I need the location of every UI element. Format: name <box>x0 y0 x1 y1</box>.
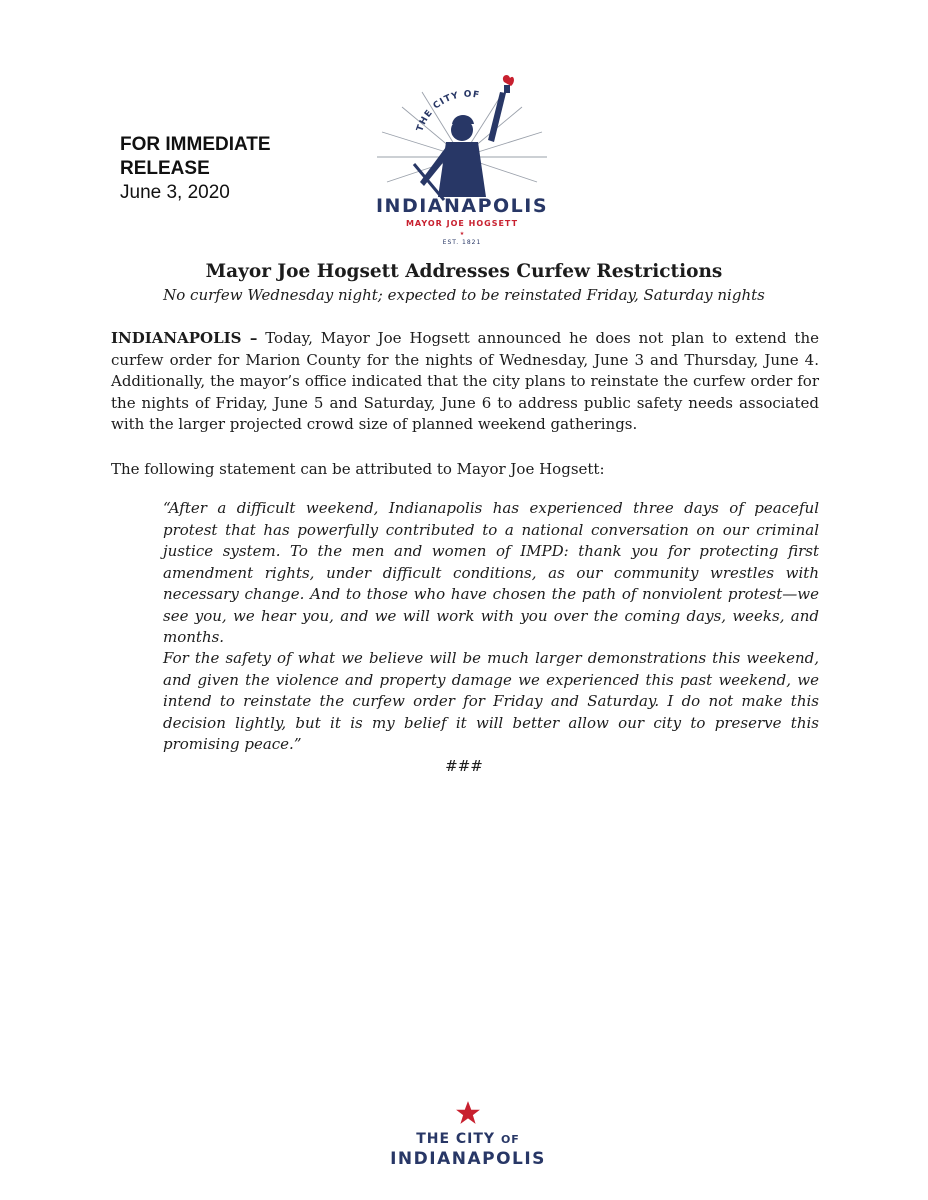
paragraph-1-text: Today, Mayor Joe Hogsett announced he does not plan to extend the curfew order for Marion County for the nights of Wednesday, June 3 and Thursday, June 4. Additionally, the mayor’s office indicated that the city plans to reinstate the curfew order for the nights of Friday, June 5 and Saturday, June 6 to address public safety needs associated with the larger projected crowd size of planned weekend gatherings. <box>111 329 820 433</box>
release-date: June 3, 2020 <box>120 182 230 203</box>
logo-star-icon: ★ <box>459 231 465 237</box>
logo-arc-text: THE CITY OF <box>415 89 481 134</box>
footer-logo <box>382 1100 554 1172</box>
city-logo <box>362 72 562 248</box>
release-block <box>120 133 290 205</box>
quote-paragraph-1: “After a difficult weekend, Indianapolis has experienced three days of peaceful protest that has powerfully contributed to a national conversation on our criminal justice system. To the men and women of IMPD: thank you for protecting first amendment rights, under difficult conditions, as our community wrestles with necessary change. And to those who have chosen the path of nonviolent protest—we see you, we hear you, and we will work with you over the coming days, weeks, and months. <box>163 499 819 646</box>
subheadline: No curfew Wednesday night; expected to be reinstated Friday, Saturday nights <box>163 286 765 304</box>
dateline: INDIANAPOLIS – <box>111 329 258 347</box>
star-icon <box>455 1100 481 1126</box>
logo-name: INDIANAPOLIS <box>375 195 549 217</box>
footer-the-city-text: THE CITY <box>416 1131 496 1147</box>
city-seal-icon <box>362 72 562 248</box>
footer-of-text: OF <box>500 1133 520 1146</box>
end-mark: ### <box>445 757 483 775</box>
logo-est: EST. 1821 <box>442 239 482 246</box>
footer-the-city <box>382 1130 554 1149</box>
footer-name: INDIANAPOLIS <box>390 1149 546 1169</box>
quote-paragraph-2: For the safety of what we believe will be much larger demonstrations this weekend, and given the violence and property damage we experienced this past weekend, we intend to reinstate the curfew order for Friday and Saturday. I do not make this decision lightly, but it is my belief it will better allow our city to preserve this promising peace.” <box>163 649 819 753</box>
headline: Mayor Joe Hogsett Addresses Curfew Restrictions <box>205 261 723 282</box>
body-paragraph-1 <box>111 328 819 436</box>
release-label: FOR IMMEDIATE RELEASE <box>120 134 271 179</box>
body-paragraph-2: The following statement can be attributed to Mayor Joe Hogsett: <box>111 460 605 478</box>
logo-mayor: MAYOR JOE HOGSETT <box>405 219 519 228</box>
